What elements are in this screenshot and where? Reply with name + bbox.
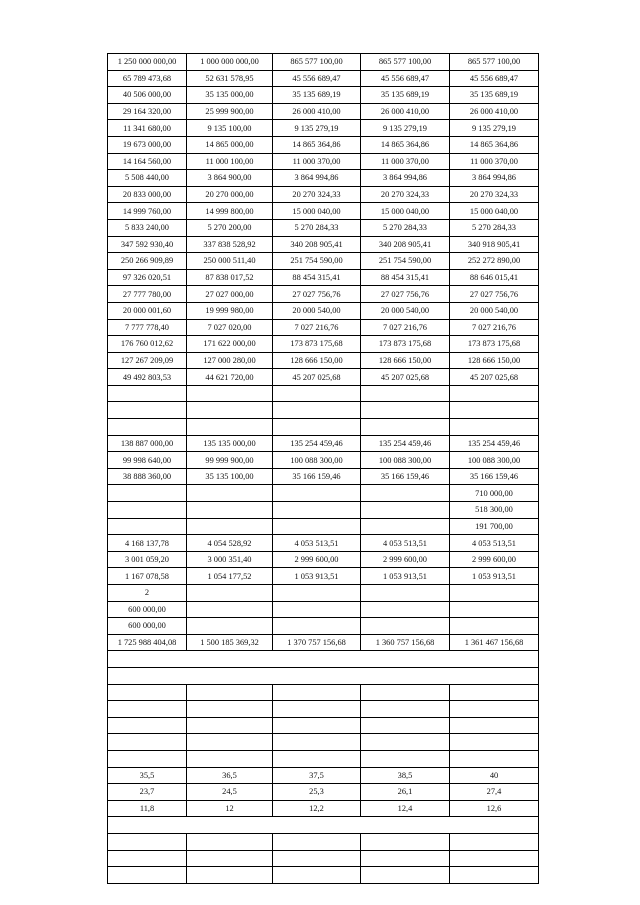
table-cell — [450, 701, 539, 718]
table-row — [108, 767, 539, 784]
table-cell: 4 054 528,92 — [187, 535, 273, 552]
table-cell — [187, 701, 273, 718]
table-cell — [361, 601, 450, 618]
table-cell: 337 838 528,92 — [187, 236, 273, 253]
table-cell: 128 666 150,00 — [273, 352, 361, 369]
table-cell — [187, 385, 273, 402]
table-cell — [187, 601, 273, 618]
table-cell: 11 000 370,00 — [361, 153, 450, 170]
table-cell — [187, 502, 273, 519]
table-cell: 600 000,00 — [108, 618, 187, 635]
table-cell: 20 270 324,33 — [450, 186, 539, 203]
table-cell: 45 556 689,47 — [450, 70, 539, 87]
table-cell: 14 865 364,86 — [450, 136, 539, 153]
table-cell — [187, 717, 273, 734]
table-row — [108, 253, 539, 270]
table-cell-merged — [108, 817, 539, 834]
table-cell: 35 135 689,19 — [450, 87, 539, 104]
table-cell: 710 000,00 — [450, 485, 539, 502]
table-cell: 5 508 440,00 — [108, 170, 187, 187]
table-cell — [187, 734, 273, 751]
table-cell: 19 673 000,00 — [108, 136, 187, 153]
table-cell: 45 207 025,68 — [450, 369, 539, 386]
table-cell: 35 135 689,19 — [273, 87, 361, 104]
table-cell: 24,5 — [187, 784, 273, 801]
table-cell: 2 999 600,00 — [361, 551, 450, 568]
table-row — [108, 518, 539, 535]
table-cell: 35 166 159,46 — [450, 468, 539, 485]
table-cell — [273, 385, 361, 402]
table-cell — [108, 867, 187, 884]
table-cell: 191 700,00 — [450, 518, 539, 535]
table-cell — [450, 717, 539, 734]
table-cell: 5 833 240,00 — [108, 219, 187, 236]
table-cell — [108, 684, 187, 701]
table-row — [108, 867, 539, 884]
table-cell: 171 622 000,00 — [187, 336, 273, 353]
table-cell: 20 833 000,00 — [108, 186, 187, 203]
table-cell: 19 999 980,00 — [187, 302, 273, 319]
financial-table — [107, 53, 539, 884]
table-cell: 128 666 150,00 — [450, 352, 539, 369]
table-cell: 20 000 540,00 — [361, 302, 450, 319]
table-cell: 40 506 000,00 — [108, 87, 187, 104]
table-cell: 7 027 216,76 — [450, 319, 539, 336]
table-cell: 20 000 540,00 — [273, 302, 361, 319]
table-cell — [361, 867, 450, 884]
table-row — [108, 817, 539, 834]
table-cell: 88 454 315,41 — [273, 269, 361, 286]
table-cell: 45 207 025,68 — [361, 369, 450, 386]
table-cell: 127 267 209,09 — [108, 352, 187, 369]
table-row — [108, 502, 539, 519]
table-cell — [361, 518, 450, 535]
table-cell: 100 088 300,00 — [450, 452, 539, 469]
table-cell: 1 053 913,51 — [450, 568, 539, 585]
table-cell — [361, 750, 450, 767]
table-cell: 65 789 473,68 — [108, 70, 187, 87]
table-row — [108, 850, 539, 867]
table-cell — [361, 701, 450, 718]
table-cell: 1 361 467 156,68 — [450, 634, 539, 651]
table-cell: 7 027 216,76 — [273, 319, 361, 336]
table-cell — [187, 750, 273, 767]
table-cell — [450, 385, 539, 402]
table-cell: 865 577 100,00 — [361, 54, 450, 71]
table-cell: 11 341 680,00 — [108, 120, 187, 137]
table-cell — [187, 518, 273, 535]
table-cell — [450, 618, 539, 635]
table-row — [108, 684, 539, 701]
table-cell: 29 164 320,00 — [108, 103, 187, 120]
table-cell: 7 777 778,40 — [108, 319, 187, 336]
table-row — [108, 800, 539, 817]
table-cell: 9 135 279,19 — [361, 120, 450, 137]
table-cell: 251 754 590,00 — [273, 253, 361, 270]
table-cell: 1 725 988 404,08 — [108, 634, 187, 651]
table-row — [108, 70, 539, 87]
table-cell: 88 454 315,41 — [361, 269, 450, 286]
table-cell: 45 207 025,68 — [273, 369, 361, 386]
table-cell: 88 646 015,41 — [450, 269, 539, 286]
table-cell: 11 000 370,00 — [273, 153, 361, 170]
table-cell — [361, 734, 450, 751]
table-cell: 27,4 — [450, 784, 539, 801]
table-cell: 44 621 720,00 — [187, 369, 273, 386]
table-cell — [273, 684, 361, 701]
table-cell: 14 865 364,86 — [361, 136, 450, 153]
table-cell: 20 270 324,33 — [273, 186, 361, 203]
table-cell: 865 577 100,00 — [273, 54, 361, 71]
table-cell: 3 001 059,20 — [108, 551, 187, 568]
table-cell: 35,5 — [108, 767, 187, 784]
table-row — [108, 452, 539, 469]
table-cell: 173 873 175,68 — [273, 336, 361, 353]
table-row — [108, 87, 539, 104]
table-cell: 1 360 757 156,68 — [361, 634, 450, 651]
table-cell — [361, 385, 450, 402]
table-cell — [273, 734, 361, 751]
table-cell: 5 270 284,33 — [450, 219, 539, 236]
table-cell: 4 053 513,51 — [361, 535, 450, 552]
table-row — [108, 170, 539, 187]
table-cell — [273, 750, 361, 767]
table-cell: 14 999 760,00 — [108, 203, 187, 220]
table-cell: 99 999 900,00 — [187, 452, 273, 469]
table-row — [108, 435, 539, 452]
table-cell: 5 270 284,33 — [273, 219, 361, 236]
table-cell — [273, 518, 361, 535]
table-cell — [450, 419, 539, 436]
table-row — [108, 618, 539, 635]
table-cell — [273, 585, 361, 602]
table-row — [108, 701, 539, 718]
table-cell: 865 577 100,00 — [450, 54, 539, 71]
table-cell — [273, 717, 361, 734]
table-cell: 252 272 890,00 — [450, 253, 539, 270]
table-row — [108, 136, 539, 153]
table-cell: 2 — [108, 585, 187, 602]
table-cell: 38,5 — [361, 767, 450, 784]
table-row — [108, 203, 539, 220]
table-cell: 15 000 040,00 — [273, 203, 361, 220]
table-cell — [108, 750, 187, 767]
table-cell — [361, 402, 450, 419]
table-row — [108, 319, 539, 336]
table-cell — [450, 750, 539, 767]
table-row — [108, 385, 539, 402]
table-row — [108, 717, 539, 734]
table-cell — [108, 701, 187, 718]
table-cell: 135 135 000,00 — [187, 435, 273, 452]
table-row — [108, 103, 539, 120]
table-row — [108, 369, 539, 386]
table-cell: 25,3 — [273, 784, 361, 801]
table-cell: 15 000 040,00 — [361, 203, 450, 220]
table-row — [108, 585, 539, 602]
table-cell — [187, 867, 273, 884]
table-row — [108, 54, 539, 71]
table-row — [108, 833, 539, 850]
table-cell: 5 270 200,00 — [187, 219, 273, 236]
table-cell: 173 873 175,68 — [450, 336, 539, 353]
table-cell — [108, 717, 187, 734]
table-cell — [108, 485, 187, 502]
table-cell: 99 998 640,00 — [108, 452, 187, 469]
table-cell: 11 000 370,00 — [450, 153, 539, 170]
table-cell: 14 865 000,00 — [187, 136, 273, 153]
table-cell: 26 000 410,00 — [273, 103, 361, 120]
table-cell — [361, 485, 450, 502]
table-cell: 128 666 150,00 — [361, 352, 450, 369]
table-cell: 2 999 600,00 — [273, 551, 361, 568]
table-cell: 27 027 000,00 — [187, 286, 273, 303]
table-cell: 11,8 — [108, 800, 187, 817]
table-cell: 1 053 913,51 — [361, 568, 450, 585]
table-row — [108, 336, 539, 353]
table-cell: 12,6 — [450, 800, 539, 817]
table-cell — [273, 402, 361, 419]
table-cell: 3 864 994,86 — [361, 170, 450, 187]
table-cell: 3 000 351,40 — [187, 551, 273, 568]
table-cell: 518 300,00 — [450, 502, 539, 519]
table-cell: 3 864 994,86 — [273, 170, 361, 187]
table-cell — [273, 502, 361, 519]
table-cell — [361, 585, 450, 602]
table-cell: 9 135 279,19 — [450, 120, 539, 137]
table-cell: 52 631 578,95 — [187, 70, 273, 87]
table-cell — [187, 850, 273, 867]
table-cell — [450, 402, 539, 419]
table-cell — [361, 833, 450, 850]
table-cell — [361, 850, 450, 867]
table-cell: 11 000 100,00 — [187, 153, 273, 170]
table-cell: 1 000 000 000,00 — [187, 54, 273, 71]
table-cell: 7 027 216,76 — [361, 319, 450, 336]
table-row — [108, 419, 539, 436]
table-cell: 250 266 909,89 — [108, 253, 187, 270]
table-cell: 4 168 137,78 — [108, 535, 187, 552]
table-cell: 4 053 513,51 — [450, 535, 539, 552]
table-cell: 25 999 900,00 — [187, 103, 273, 120]
table-cell — [361, 717, 450, 734]
table-row — [108, 120, 539, 137]
table-row — [108, 784, 539, 801]
table-row — [108, 734, 539, 751]
table-cell — [273, 850, 361, 867]
table-cell — [187, 833, 273, 850]
table-cell: 35 135 100,00 — [187, 468, 273, 485]
table-row — [108, 634, 539, 651]
table-cell — [187, 419, 273, 436]
table-cell — [450, 684, 539, 701]
table-cell: 100 088 300,00 — [273, 452, 361, 469]
table-row — [108, 485, 539, 502]
table-cell: 340 208 905,41 — [361, 236, 450, 253]
table-cell: 5 270 284,33 — [361, 219, 450, 236]
table-cell — [108, 419, 187, 436]
table-cell: 23,7 — [108, 784, 187, 801]
table-cell — [361, 618, 450, 635]
table-cell: 14 999 800,00 — [187, 203, 273, 220]
table-cell — [450, 585, 539, 602]
table-row — [108, 468, 539, 485]
table-row — [108, 302, 539, 319]
table-cell — [273, 701, 361, 718]
table-row — [108, 402, 539, 419]
table-cell: 45 556 689,47 — [361, 70, 450, 87]
table-cell: 347 592 930,40 — [108, 236, 187, 253]
table-row — [108, 535, 539, 552]
table-cell: 600 000,00 — [108, 601, 187, 618]
table-cell: 15 000 040,00 — [450, 203, 539, 220]
table-cell: 45 556 689,47 — [273, 70, 361, 87]
table-cell: 97 326 020,51 — [108, 269, 187, 286]
table-cell: 127 000 280,00 — [187, 352, 273, 369]
table-row — [108, 601, 539, 618]
table-cell: 14 164 560,00 — [108, 153, 187, 170]
table-cell — [273, 485, 361, 502]
table-cell: 340 208 905,41 — [273, 236, 361, 253]
table-cell: 1 053 913,51 — [273, 568, 361, 585]
table-cell — [361, 419, 450, 436]
table-cell — [361, 502, 450, 519]
table-cell: 26 000 410,00 — [361, 103, 450, 120]
table-cell — [187, 684, 273, 701]
table-row — [108, 352, 539, 369]
table-cell: 49 492 803,53 — [108, 369, 187, 386]
table-cell: 35 166 159,46 — [361, 468, 450, 485]
table-cell — [187, 585, 273, 602]
table-cell: 38 888 360,00 — [108, 468, 187, 485]
table-row — [108, 186, 539, 203]
table-cell: 40 — [450, 767, 539, 784]
table-cell: 1 250 000 000,00 — [108, 54, 187, 71]
table-row — [108, 651, 539, 668]
table-cell: 4 053 513,51 — [273, 535, 361, 552]
table-cell — [187, 402, 273, 419]
table-cell: 3 864 994,86 — [450, 170, 539, 187]
table-cell: 135 254 459,46 — [273, 435, 361, 452]
table-cell: 27 027 756,76 — [450, 286, 539, 303]
table-cell — [450, 601, 539, 618]
table-row — [108, 153, 539, 170]
table-cell: 9 135 279,19 — [273, 120, 361, 137]
table-cell — [108, 833, 187, 850]
table-cell: 7 027 020,00 — [187, 319, 273, 336]
table-cell — [273, 867, 361, 884]
table-cell — [108, 402, 187, 419]
table-cell: 251 754 590,00 — [361, 253, 450, 270]
table-cell — [273, 833, 361, 850]
table-cell: 9 135 100,00 — [187, 120, 273, 137]
table-cell: 35 166 159,46 — [273, 468, 361, 485]
table-row — [108, 568, 539, 585]
table-cell — [273, 618, 361, 635]
table-cell: 27 027 756,76 — [273, 286, 361, 303]
table-row — [108, 286, 539, 303]
table-cell — [450, 867, 539, 884]
table-cell: 1 370 757 156,68 — [273, 634, 361, 651]
table-cell — [450, 850, 539, 867]
table-cell: 135 254 459,46 — [361, 435, 450, 452]
table-cell — [187, 485, 273, 502]
table-cell: 26,1 — [361, 784, 450, 801]
table-cell — [273, 419, 361, 436]
table-cell — [273, 601, 361, 618]
table-cell — [108, 502, 187, 519]
table-cell: 26 000 410,00 — [450, 103, 539, 120]
table-row — [108, 236, 539, 253]
table-cell: 35 135 689,19 — [361, 87, 450, 104]
table-cell — [187, 618, 273, 635]
table-cell — [450, 734, 539, 751]
table-cell: 36,5 — [187, 767, 273, 784]
table-cell — [108, 734, 187, 751]
table-cell — [361, 684, 450, 701]
table-cell: 20 270 000,00 — [187, 186, 273, 203]
table-cell-merged — [108, 667, 539, 684]
table-cell: 35 135 000,00 — [187, 87, 273, 104]
table-row — [108, 750, 539, 767]
table-cell: 250 000 511,40 — [187, 253, 273, 270]
table-cell — [108, 850, 187, 867]
table-cell: 37,5 — [273, 767, 361, 784]
table-cell: 12 — [187, 800, 273, 817]
table-cell: 20 000 540,00 — [450, 302, 539, 319]
table-cell: 87 838 017,52 — [187, 269, 273, 286]
table-cell: 1 500 185 369,32 — [187, 634, 273, 651]
table-body — [108, 54, 539, 884]
table-cell — [108, 518, 187, 535]
table-cell — [108, 385, 187, 402]
table-cell: 176 760 012,62 — [108, 336, 187, 353]
table-cell: 1 167 078,58 — [108, 568, 187, 585]
table-cell: 27 027 756,76 — [361, 286, 450, 303]
table-cell — [450, 833, 539, 850]
table-cell: 340 918 905,41 — [450, 236, 539, 253]
table-cell: 27 777 780,00 — [108, 286, 187, 303]
table-row — [108, 667, 539, 684]
table-cell: 138 887 000,00 — [108, 435, 187, 452]
table-cell: 12,2 — [273, 800, 361, 817]
table-cell: 20 270 324,33 — [361, 186, 450, 203]
table-cell: 3 864 900,00 — [187, 170, 273, 187]
table-cell: 1 054 177,52 — [187, 568, 273, 585]
table-row — [108, 551, 539, 568]
table-cell: 12,4 — [361, 800, 450, 817]
table-cell-merged — [108, 651, 539, 668]
table-cell: 100 088 300,00 — [361, 452, 450, 469]
table-cell: 173 873 175,68 — [361, 336, 450, 353]
table-cell: 20 000 001,60 — [108, 302, 187, 319]
table-cell: 135 254 459,46 — [450, 435, 539, 452]
table-cell: 2 999 600,00 — [450, 551, 539, 568]
table-cell: 14 865 364,86 — [273, 136, 361, 153]
table-row — [108, 219, 539, 236]
table-row — [108, 269, 539, 286]
